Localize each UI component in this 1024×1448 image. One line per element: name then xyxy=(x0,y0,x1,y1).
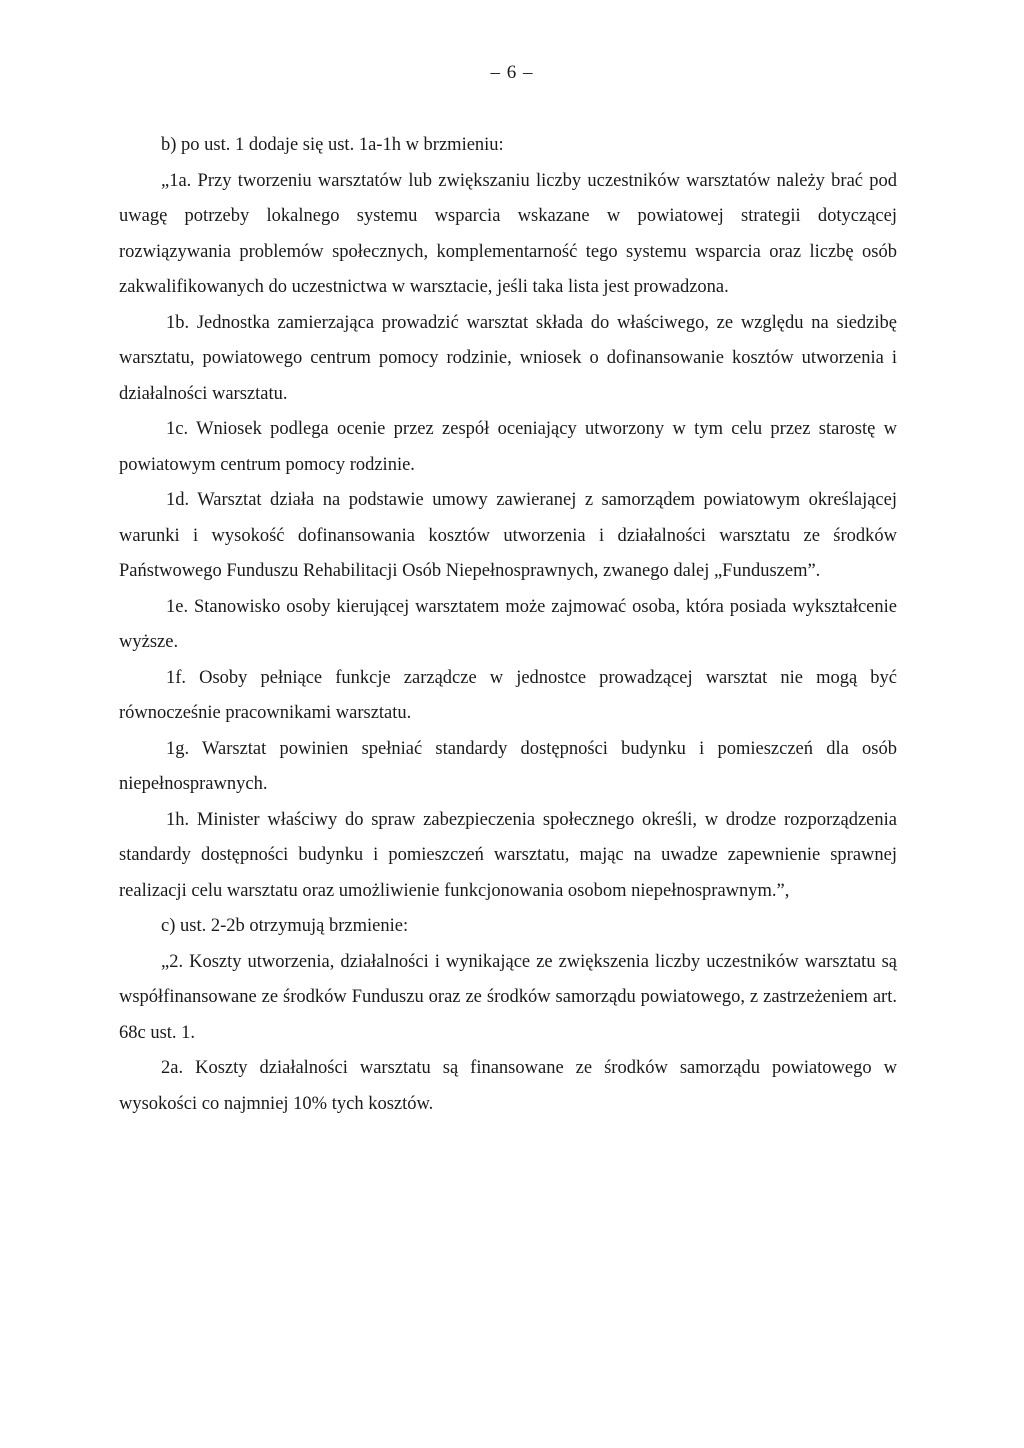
paragraph-1h: 1h. Minister właściwy do spraw zabezpieczenia społecznego określi, w drodze rozporządzenia standardy dostępności budynku i pomieszczeń warsztatu, mając na uwadze zapewnienie sprawnej realizacji celu warsztatu oraz umożliwienie funkcjonowania osobom niepełnosprawnym.”, xyxy=(119,809,897,901)
paragraph-2: „2. Koszty utworzenia, działalności i wynikające ze zwiększenia liczby uczestników warsztatu są współfinansowane ze środków Funduszu oraz ze środków samorządu powiatowego, z zastrzeżeniem art. 68c ust. 1. xyxy=(119,951,897,1043)
paragraph-1a: „1a. Przy tworzeniu warsztatów lub zwiększaniu liczby uczestników warsztatów należy brać pod uwagę potrzeby lokalnego systemu wsparcia wskazane w powiatowej strategii dotyczącej rozwiązywania problemów społecznych, komplementarność tego systemu wsparcia oraz liczbę osób zakwalifikowanych do uczestnictwa w warsztacie, jeśli taka lista jest prowadzona. xyxy=(119,170,897,297)
paragraph-1c: 1c. Wniosek podlega ocenie przez zespół oceniający utworzony w tym celu przez starostę w powiatowym centrum pomocy rodzinie. xyxy=(119,419,897,475)
paragraph-1b: 1b. Jednostka zamierzająca prowadzić warsztat składa do właściwego, ze względu na siedzibę warsztatu, powiatowego centrum pomocy rodzinie, wniosek o dofinansowanie kosztów utworzenia i działalności warsztatu. xyxy=(119,312,897,404)
paragraph-1e: 1e. Stanowisko osoby kierującej warsztatem może zajmować osoba, która posiada wykształcenie wyższe. xyxy=(119,596,897,652)
paragraph-2a: 2a. Koszty działalności warsztatu są finansowane ze środków samorządu powiatowego w wysokości co najmniej 10% tych kosztów. xyxy=(119,1058,897,1114)
paragraph-1d: 1d. Warsztat działa na podstawie umowy zawieranej z samorządem powiatowym określającej warunki i wysokość dofinansowania kosztów utworzenia i działalności warsztatu ze środków Państwowego Funduszu Rehabilitacji Osób Niepełnosprawnych, zwanego dalej „Funduszem”. xyxy=(119,490,897,581)
paragraph-1f: 1f. Osoby pełniące funkcje zarządcze w jednostce prowadzącej warsztat nie mogą być równocześnie pracownikami warsztatu. xyxy=(119,667,897,723)
subsection-c-intro: c) ust. 2-2b otrzymują brzmienie: xyxy=(161,916,409,936)
subsection-b-intro: b) po ust. 1 dodaje się ust. 1a-1h w brzmieniu: xyxy=(161,135,504,155)
document-body xyxy=(119,128,897,1122)
paragraph-1g: 1g. Warsztat powinien spełniać standardy dostępności budynku i pomieszczeń dla osób niepełnosprawnych. xyxy=(119,738,897,794)
page-number: – 6 – xyxy=(490,62,534,83)
